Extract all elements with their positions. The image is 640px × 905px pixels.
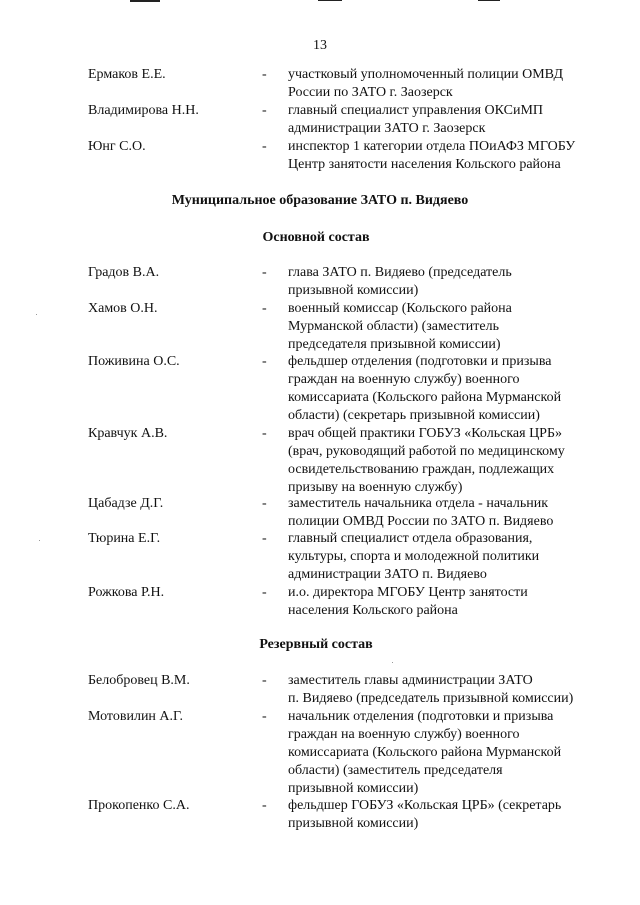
member-position: врач общей практики ГОБУЗ «Кольская ЦРБ» (врач, руководящий работой по медицинскому освидетельствованию граждан, подлежащих призыву на военную службу) [288,426,565,495]
dash: - [262,139,267,154]
member-position: инспектор 1 категории отдела ПОиАФЗ МГОБУ Центр занятости населения Кольского района [288,139,576,172]
member-position: и.о. директора МГОБУ Центр занятости населения Кольского района [288,585,528,618]
dash: - [262,496,267,511]
dash: - [262,301,267,316]
member-name: Мотовилин А.Г. [88,709,184,724]
reserve-composition-heading: Резервный состав [259,637,373,652]
dash: - [262,67,267,82]
dash: - [262,531,267,546]
member-name: Рожкова Р.Н. [88,585,165,600]
member-name: Прокопенко С.А. [88,798,190,813]
member-name: Поживина О.С. [88,354,180,369]
member-position: участковый уполномоченный полиции ОМВД России по ЗАТО г. Заозерск [288,67,564,100]
member-name: Градов В.А. [88,265,160,280]
dash: - [262,354,267,369]
municipality-heading: Муниципальное образование ЗАТО п. Видяево [171,193,469,208]
dash: - [262,709,267,724]
member-name: Цабадзе Д.Г. [88,496,164,511]
member-position: фельдшер ГОБУЗ «Кольская ЦРБ» (секретарь призывной комиссии) [288,798,562,831]
member-name: Владимирова Н.Н. [88,103,199,118]
scan-speck [39,540,40,541]
member-name: Хамов О.Н. [88,301,158,316]
main-composition-heading: Основной состав [262,230,370,245]
dash: - [262,103,267,118]
dash: - [262,265,267,280]
member-position: начальник отделения (подготовки и призыва граждан на военную службу) военного комиссариата (Кольского района Мурманской области) (заместитель председателя призывной комиссии) [288,709,562,796]
dash: - [262,798,267,813]
scan-speck [36,314,37,315]
member-name: Кравчук А.В. [88,426,168,441]
dash: - [262,585,267,600]
member-position: глава ЗАТО п. Видяево (председатель призывной комиссии) [288,265,512,298]
member-position: заместитель начальника отдела - начальник полиции ОМВД России по ЗАТО п. Видяево [288,496,554,529]
member-position: фельдшер отделения (подготовки и призыва граждан на военную службу) военного комиссариата (Кольского района Мурманской области) (секретарь призывной комиссии) [288,354,562,423]
member-name: Белобровец В.М. [88,673,190,688]
dash: - [262,673,267,688]
member-name: Ермаков Е.Е. [88,67,166,82]
top-scan-mark-left [130,0,160,2]
member-name: Тюрина Е.Г. [88,531,161,546]
member-position: главный специалист управления ОКСиМП администрации ЗАТО г. Заозерск [288,103,544,136]
scan-speck [392,662,393,663]
member-position: военный комиссар (Кольского района Мурманской области) (заместитель председателя призывной комиссии) [288,301,512,352]
top-scan-mark-right [478,0,500,1]
page-number: 13 [313,38,327,53]
member-position: главный специалист отдела образования, культуры, спорта и молодежной политики администрации ЗАТО п. Видяево [288,531,540,582]
dash: - [262,426,267,441]
top-scan-mark-middle [318,0,342,1]
member-name: Юнг С.О. [88,139,146,154]
member-position: заместитель главы администрации ЗАТО п. Видяево (председатель призывной комиссии) [288,673,574,706]
